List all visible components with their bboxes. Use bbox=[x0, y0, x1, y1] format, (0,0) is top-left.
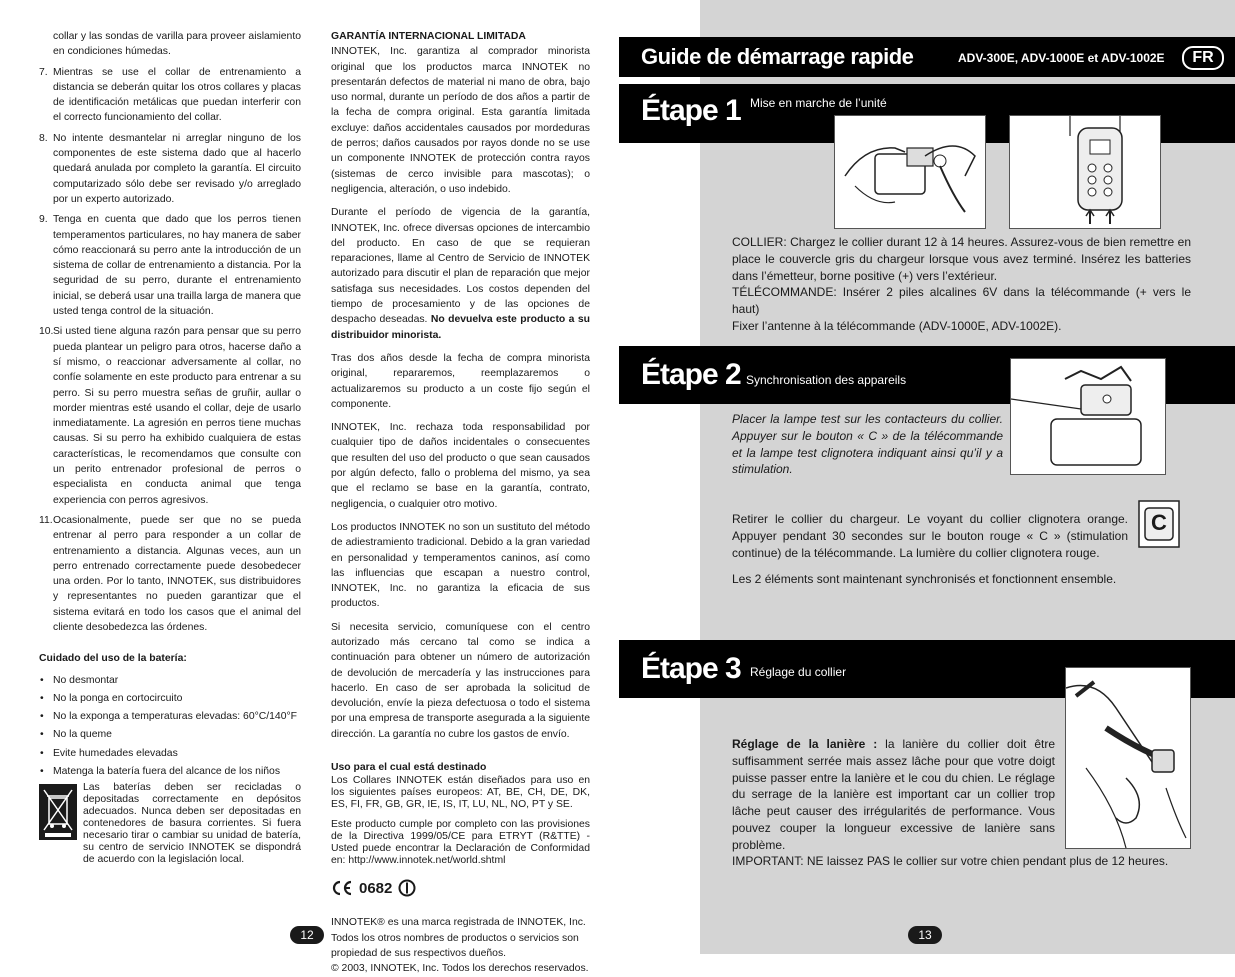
step-2-italic-text: Placer la lampe test sur les contacteurs du collier. Appuyer sur le bouton « C » de la télécommande et la lampe test clignotera indiquant ainsi qu’il y a stimulation. bbox=[732, 412, 1003, 477]
use-paragraph: Los Collares INNOTEK están diseñados para uso en los siguientes países europeos: AT, BE, CH, DE, DK, ES, FI, FR, GB, GR, IE, IS, IT, LU, NL, NO, PT y SE. bbox=[331, 775, 590, 811]
list-item: • No la queme bbox=[39, 727, 301, 742]
list-item: • No desmontar bbox=[39, 673, 301, 688]
warranty-paragraph: Los productos INNOTEK no son un sustituto del método de adiestramiento tradicional. Debido a la gran variedad en personalidad y temperamentos caninos, así como las influencias que escapan a nuestro control, INNOTEK, Inc. no garantiza la eficacia de sus productos. bbox=[331, 521, 590, 610]
language-badge: FR bbox=[1182, 46, 1224, 70]
ce-number: 0682 bbox=[359, 879, 393, 897]
list-item: • Evite humedades elevadas bbox=[39, 746, 301, 761]
battery-heading: Cuidado del uso de la batería: bbox=[39, 653, 187, 665]
battery-list bbox=[39, 673, 301, 780]
step-2-title: Étape 2 bbox=[641, 358, 741, 391]
c-key-label: C bbox=[1151, 510, 1167, 535]
compliance-paragraph: Este producto cumple por completo con las provisiones de la Directiva 1999/05/CE para ETRYT (R&TTE) - Usted puede encontrar la Declaración de Conformidad en: http://www.innotek.net/world.shtml bbox=[331, 819, 590, 867]
remote-illustration bbox=[1010, 116, 1160, 228]
list-item: • No la exponga a temperaturas elevadas: 60°C/140°F bbox=[39, 709, 301, 724]
step-3-text: Réglage de la lanière : la lanière du collier doit être suffisamment serrée mais assez lâche pour que votre doigt puisse passer entre la lanière et le cou du chien. Le réglage du serrage de la lanière est important car un collier trop lâche peut causer des irrégularités de performance. Vous pouvez couper la longueur excessive de lanière sans problème. bbox=[732, 737, 1055, 852]
crossed-bin-icon bbox=[39, 784, 77, 840]
trademark-block: INNOTEK® es una marca registrada de INNOTEK, Inc. Todos los otros nombres de productos o servicios son propiedad de sus respectivos dueños. © 2003, INNOTEK, Inc. Todos los derechos reservados. bbox=[331, 917, 589, 975]
step-3-subtitle: Réglage du collier bbox=[750, 665, 847, 679]
warranty-paragraph: Si necesita servicio, comuníquese con el centro autorizado más cercano tal como se indica a continuación para obtener un número de autorización de devolución de mercadería y las instrucciones para hacerlo. En caso de ser aprobada la solicitud de devolución, envíe la pieza defectuosa o todo el sistema por una empresa de transporte asegurada a la siguiente dirección. La garantía no cubre los gastos de envío. bbox=[331, 621, 590, 740]
left-column-1 bbox=[39, 29, 301, 866]
warranty-paragraph: Tras dos años desde la fecha de compra minorista original, repararemos, reemplazaremos o actualizaremos su producto a un coste fijo según el componente. bbox=[331, 352, 590, 410]
ce-mark bbox=[331, 879, 590, 897]
page-number-left: 12 bbox=[290, 926, 324, 944]
collar-fit-illustration bbox=[1066, 668, 1190, 848]
charger-illustration bbox=[835, 116, 985, 228]
list-item: • Matenga la batería fuera del alcance de los niños bbox=[39, 764, 301, 779]
warranty-paragraph: INNOTEK, Inc. garantiza al comprador minorista original que los productos marca INNOTEK no presentarán defectos de material ni mano de obra, bajo uso normal, durante un período de dos años a partir de la fecha de compra original. Esta garantía limitada excluye: daños accidentales causados por mordeduras de perros; daños causados por rayos donde no se use un componente INNOTEK de protección contra rayos (sistemas de cerco invisible para mascotas); o negligencia, alteración, o uso indebido. bbox=[331, 46, 590, 195]
left-column-2 bbox=[331, 29, 590, 977]
model-list: ADV-300E, ADV-1000E et ADV-1002E bbox=[958, 51, 1165, 65]
item-intro: collar y las sondas de varilla para proveer aislamiento en condiciones húmedas. bbox=[53, 31, 301, 58]
ce-icon bbox=[331, 880, 353, 896]
collar-fit-photo bbox=[1065, 667, 1191, 849]
warranty-heading: GARANTÍA INTERNACIONAL LIMITADA bbox=[331, 31, 526, 42]
step-2-sync-text: Les 2 éléments sont maintenant synchronisés et fonctionnent ensemble. bbox=[732, 572, 1117, 586]
header-band bbox=[619, 37, 1235, 77]
warranty-paragraph: INNOTEK, Inc. rechaza toda responsabilidad por cualquier tipo de daños incidentales o consecuentes que resulten del uso del producto o que sean causados por algún defecto, fallo o problema del mismo, ya sea que el reclamo se base en la garantía, contrato, negligencia, o cualquier otro motivo. bbox=[331, 422, 590, 510]
test-lamp-photo bbox=[1010, 358, 1166, 475]
page-number-right: 13 bbox=[908, 926, 942, 944]
step-2-text: Retirer le collier du chargeur. Le voyant du collier clignotera orange. Appuyer pendant 30 secondes sur le bouton rouge « C » (stimulation continue) de la télécommande. La lumière du collier clignotera rouge. bbox=[732, 512, 1128, 560]
collar-lamp-illustration bbox=[1011, 359, 1165, 474]
recycle-text: Las baterías deben ser recicladas o depositadas correctamente en depósitos adecuados. Nunca deben ser depositadas en contenedores de basura corrientes. Si fuera necesario tirar o cambiar su unidad de batería, su centro de servicio INNOTEK se dispondrá de acuerdo con la legislación local. bbox=[83, 782, 301, 866]
important-note: IMPORTANT: NE laissez PAS le collier sur votre chien pendant plus de 12 heures. bbox=[732, 854, 1169, 868]
safety-list bbox=[39, 65, 301, 636]
charger-photo bbox=[834, 115, 986, 229]
list-item: 7. Mientras se use el collar de entrenamiento a distancia se deberán quitar los otros collares y placas de identificación metálicas que puedan interferir con el correcto funcionamiento del collar. bbox=[39, 66, 301, 124]
step-2-subtitle: Synchronisation des appareils bbox=[746, 373, 907, 387]
list-item: 9. Tenga en cuenta que dado que los perros tienen temperamentos particulares, no hay manera de saber cómo reaccionará su perro ante la introducción de un sistema de collar de entrenamiento a distancia. Por la seguridad de su perro, durante el entrenamiento inicial, se deberá usar una trailla larga de manera que usted tenga control de la situación. bbox=[39, 214, 301, 318]
list-item: 10. Si usted tiene alguna razón para pensar que su perro pueda plantear un peligro para otros, hacerse daño a sí mismo, o reaccionar adversamente al collar, no confíe solamente en este producto para entrenar a su perro. Si su perro muestra señas de gruñir, aullar o morder mientras esté usando el collar, deje de usarlo inmediatamente. La agresión en perros tiene muchas causas. Si su perro ha exhibido cualquiera de estas características, le recomendamos que consulte con un perito entrenador profesional de perros o especialista en conducta animal que tenga experiencia con perros agresivos. bbox=[39, 326, 301, 506]
step-3-title: Étape 3 bbox=[641, 652, 741, 685]
list-item: 11. Ocasionalmente, puede ser que no se pueda entrenar al perro para responder a un collar de entrenamiento a distancia. Algunas veces, aun un perro entrenado correctamente puede desobedecer una orden. Por lo tanto, INNOTEK, sus distribuidores y representantes no pueden garantizar que el sistema evitará en todo los casos que el animal del cliente desobedezca las órdenes. bbox=[39, 514, 301, 633]
recycle-note bbox=[39, 782, 301, 866]
step-1-text: COLLIER: Chargez le collier durant 12 à 14 heures. Assurez-vous de bien remettre en place le couvercle gris du chargeur lorsque vous avez terminé. Insérez les batteries dans l’émetteur, borne positive (+) vers l’extérieur. TÉLÉCOMMANDE: Insérer 2 piles alcalines 6V dans la télécommande (+ vers le haut) Fixer l’antenne à la télécommande (ADV-1000E, ADV-1002E). bbox=[732, 235, 1191, 333]
step-1-subtitle: Mise en marche de l’unité bbox=[750, 96, 887, 110]
list-item: 8. No intente desmantelar ni arreglar ninguno de los componentes de este sistema dado que al hacerlo quedará anulada por completo la garantía. El circuito computarizado sólo debe ser revisado y/o arreglado por un experto autorizado. bbox=[39, 132, 301, 205]
list-item: • No la ponga en cortocircuito bbox=[39, 691, 301, 706]
use-heading: Uso para el cual está destinado bbox=[331, 762, 487, 774]
step-1-title: Étape 1 bbox=[641, 94, 741, 127]
warranty-paragraph: Durante el período de vigencia de la garantía, INNOTEK, Inc. ofrece diversas opciones de intercambio del producto. En caso de que se requieran reparaciones, llame al Centro de Servicio de INNOTEK autorizado para discutir el plan de reparación que mejor satisfaga sus necesidades. Los costos dependen del tiempo de procesamiento y de las opciones de despacho deseadas. No devuelva este producto a su distribuidor minorista. bbox=[331, 207, 590, 341]
remote-photo bbox=[1009, 115, 1161, 229]
alert-circle-icon bbox=[398, 879, 416, 897]
guide-title: Guide de démarrage rapide bbox=[641, 44, 914, 69]
